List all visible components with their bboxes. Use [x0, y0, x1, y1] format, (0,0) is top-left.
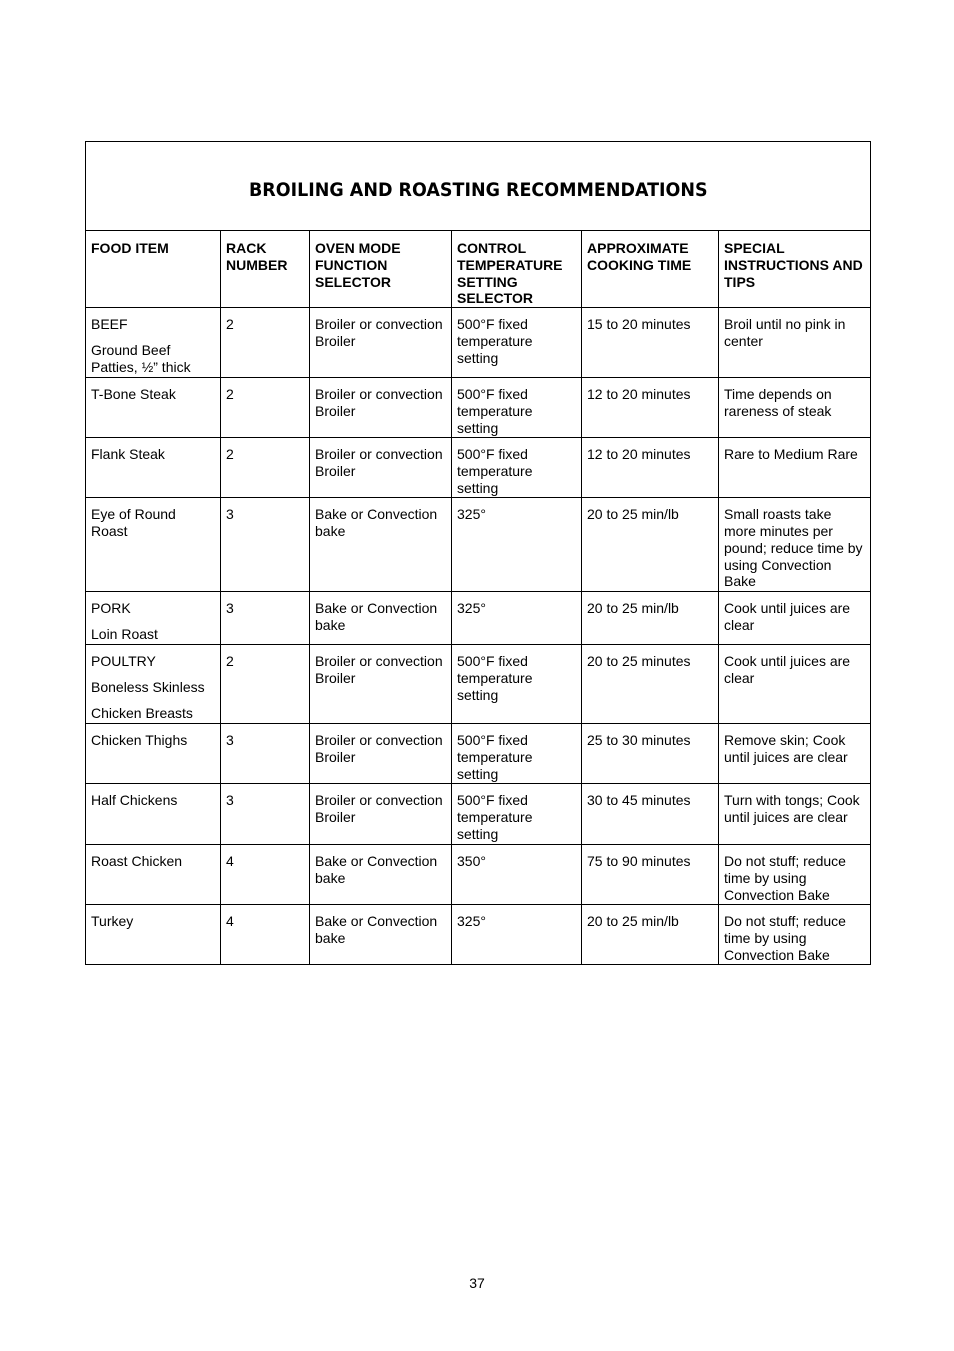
- food-item-line: Eye of Round Roast: [91, 506, 176, 539]
- oven-mode-cell: Bake or Convection bake: [310, 845, 452, 905]
- special-instructions-cell: Time depends on rareness of steak: [719, 378, 871, 438]
- food-item-cell: [86, 724, 221, 784]
- food-item-line: Boneless Skinless: [91, 678, 205, 695]
- recommendations-table: [85, 230, 871, 965]
- special-instructions-cell: Remove skin; Cook until juices are clear: [719, 724, 871, 784]
- temperature-cell: 500°F fixed temperature setting: [452, 378, 582, 438]
- recommendations-table-section: [85, 141, 871, 965]
- table-row: [86, 378, 871, 438]
- temperature-cell: 325°: [452, 592, 582, 645]
- food-item-cell: [86, 498, 221, 592]
- temperature-cell: 500°F fixed temperature setting: [452, 784, 582, 845]
- food-item-line: Chicken Thighs: [91, 732, 188, 749]
- rack-number-cell: 4: [221, 845, 310, 905]
- food-item-line: Roast Chicken: [91, 853, 183, 870]
- food-item-line: Half Chickens: [91, 792, 178, 809]
- oven-mode-cell: Bake or Convection bake: [310, 498, 452, 592]
- column-header-cooking-time: APPROXIMATE COOKING TIME: [582, 231, 719, 308]
- food-item-cell: [86, 845, 221, 905]
- cooking-time-cell: 15 to 20 minutes: [582, 308, 719, 378]
- special-instructions-cell: Cook until juices are clear: [719, 592, 871, 645]
- food-item-line: POULTRY: [91, 653, 156, 670]
- food-item-cell: [86, 905, 221, 965]
- food-item-line: T-Bone Steak: [91, 386, 176, 403]
- food-item-line: Flank Steak: [91, 446, 165, 463]
- column-header-food-item: FOOD ITEM: [86, 231, 221, 308]
- rack-number-cell: 3: [221, 592, 310, 645]
- column-header-temperature: CONTROL TEMPERATURE SETTING SELECTOR: [452, 231, 582, 308]
- table-title: BROILING AND ROASTING RECOMMENDATIONS: [248, 179, 708, 201]
- oven-mode-cell: Broiler or convection Broiler: [310, 378, 452, 438]
- table-row: [86, 724, 871, 784]
- special-instructions-cell: Do not stuff; reduce time by using Convection Bake: [719, 905, 871, 965]
- oven-mode-cell: Broiler or convection Broiler: [310, 784, 452, 845]
- temperature-cell: 500°F fixed temperature setting: [452, 438, 582, 498]
- cooking-time-cell: 20 to 25 min/lb: [582, 498, 719, 592]
- temperature-cell: 500°F fixed temperature setting: [452, 724, 582, 784]
- cooking-time-cell: 20 to 25 minutes: [582, 645, 719, 724]
- food-item-cell: [86, 784, 221, 845]
- rack-number-cell: 3: [221, 724, 310, 784]
- rack-number-cell: 2: [221, 378, 310, 438]
- column-header-oven-mode: OVEN MODE FUNCTION SELECTOR: [310, 231, 452, 308]
- cooking-time-cell: 20 to 25 min/lb: [582, 905, 719, 965]
- temperature-cell: 325°: [452, 498, 582, 592]
- cooking-time-cell: 30 to 45 minutes: [582, 784, 719, 845]
- oven-mode-cell: Bake or Convection bake: [310, 905, 452, 965]
- rack-number-cell: 4: [221, 905, 310, 965]
- rack-number-cell: 2: [221, 308, 310, 378]
- cooking-time-cell: 25 to 30 minutes: [582, 724, 719, 784]
- rack-number-cell: 2: [221, 438, 310, 498]
- table-row: [86, 645, 871, 724]
- food-item-cell: [86, 592, 221, 645]
- temperature-cell: 500°F fixed temperature setting: [452, 645, 582, 724]
- rack-number-cell: 3: [221, 498, 310, 592]
- oven-mode-cell: Broiler or convection Broiler: [310, 438, 452, 498]
- rack-number-cell: 2: [221, 645, 310, 724]
- temperature-cell: 500°F fixed temperature setting: [452, 308, 582, 378]
- cooking-time-cell: 12 to 20 minutes: [582, 378, 719, 438]
- table-row: [86, 905, 871, 965]
- oven-mode-cell: Bake or Convection bake: [310, 592, 452, 645]
- food-item-line: Loin Roast: [91, 625, 158, 642]
- food-item-line: PORK: [91, 600, 131, 617]
- rack-number-cell: 3: [221, 784, 310, 845]
- cooking-time-cell: 75 to 90 minutes: [582, 845, 719, 905]
- table-row: [86, 784, 871, 845]
- food-item-line: Ground Beef Patties, ½” thick: [91, 341, 191, 375]
- cooking-time-cell: 12 to 20 minutes: [582, 438, 719, 498]
- oven-mode-cell: Broiler or convection Broiler: [310, 645, 452, 724]
- table-title-box: [85, 141, 871, 230]
- table-body: [86, 308, 871, 965]
- temperature-cell: 350°: [452, 845, 582, 905]
- table-row: [86, 592, 871, 645]
- special-instructions-cell: Cook until juices are clear: [719, 645, 871, 724]
- page-number: 37: [469, 1275, 485, 1291]
- food-item-cell: [86, 378, 221, 438]
- table-row: [86, 845, 871, 905]
- column-header-special-instructions: SPECIAL INSTRUCTIONS AND TIPS: [719, 231, 871, 308]
- special-instructions-cell: Small roasts take more minutes per pound; reduce time by using Convection Bake: [719, 498, 871, 592]
- special-instructions-cell: Broil until no pink in center: [719, 308, 871, 378]
- food-item-cell: [86, 438, 221, 498]
- table-row: [86, 438, 871, 498]
- column-header-rack-number: RACK NUMBER: [221, 231, 310, 308]
- food-item-cell: [86, 645, 221, 724]
- temperature-cell: 325°: [452, 905, 582, 965]
- food-item-line: BEEF: [91, 316, 128, 333]
- table-row: [86, 498, 871, 592]
- special-instructions-cell: Do not stuff; reduce time by using Convection Bake: [719, 845, 871, 905]
- oven-mode-cell: Broiler or convection Broiler: [310, 308, 452, 378]
- cooking-time-cell: 20 to 25 min/lb: [582, 592, 719, 645]
- special-instructions-cell: Rare to Medium Rare: [719, 438, 871, 498]
- special-instructions-cell: Turn with tongs; Cook until juices are clear: [719, 784, 871, 845]
- oven-mode-cell: Broiler or convection Broiler: [310, 724, 452, 784]
- food-item-cell: [86, 308, 221, 378]
- header-row: [86, 231, 871, 308]
- food-item-line: Chicken Breasts: [91, 704, 193, 721]
- table-row: [86, 308, 871, 378]
- food-item-line: Turkey: [91, 913, 134, 930]
